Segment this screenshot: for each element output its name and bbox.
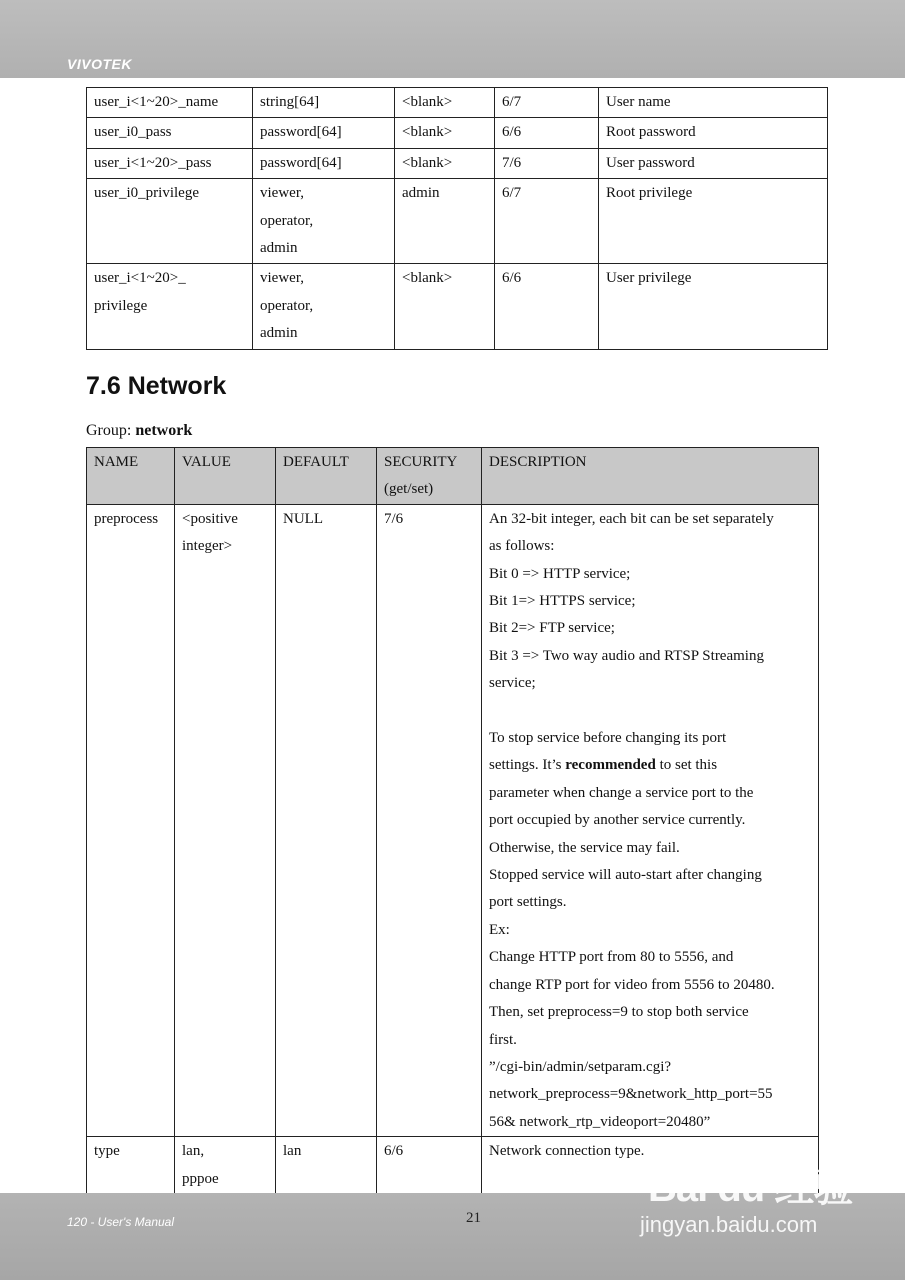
table-row bbox=[87, 504, 819, 1136]
section-title: 7.6 Network bbox=[86, 372, 227, 400]
param-value: password[64] bbox=[253, 148, 395, 178]
param-default: admin bbox=[395, 179, 495, 264]
param-name: user_i<1~20>_name bbox=[87, 88, 253, 118]
col-header-security: SECURITY (get/set) bbox=[377, 448, 482, 505]
page-number: 21 bbox=[466, 1210, 481, 1226]
param-value: password[64] bbox=[253, 118, 395, 148]
param-description: An 32-bit integer, each bit can be set separately as follows: Bit 0 => HTTP service; Bit 1=> HTTPS service; Bit 2=> FTP service; Bit 3 => Two way audio and RTSP Streaming service; To stop service before changing its port settings. It’s recommended to set this parameter when change a service port to the port occupied by another service currently. Otherwise, the service may fail. Stopped service will auto-start after changing port settings. Ex: Change HTTP port from 80 to 5556, and change RTP port for video from 5556 to 20480. Then, set preprocess=9 to stop both service first. ”/cgi-bin/admin/setparam.cgi? network_preprocess=9&network_http_port=55 56& network_rtp_videoport=20480” bbox=[482, 504, 819, 1136]
param-security: 6/6 bbox=[377, 1137, 482, 1194]
param-name: user_i0_pass bbox=[87, 118, 253, 148]
col-header-value: VALUE bbox=[175, 448, 276, 505]
param-value: lan, pppoe bbox=[175, 1137, 276, 1194]
table-row bbox=[87, 179, 828, 264]
param-name: user_i0_privilege bbox=[87, 179, 253, 264]
param-name: user_i<1~20>_ privilege bbox=[87, 264, 253, 349]
param-value: viewer, operator, admin bbox=[253, 179, 395, 264]
col-header-description: DESCRIPTION bbox=[482, 448, 819, 505]
param-name: type bbox=[87, 1137, 175, 1194]
param-security: 6/6 bbox=[495, 118, 599, 148]
param-default: <blank> bbox=[395, 118, 495, 148]
param-description: User name bbox=[599, 88, 828, 118]
table-row bbox=[87, 118, 828, 148]
param-value: <positive integer> bbox=[175, 504, 276, 1136]
param-security: 6/6 bbox=[495, 264, 599, 349]
watermark bbox=[640, 1148, 855, 1248]
param-security: 6/7 bbox=[495, 179, 599, 264]
param-name: user_i<1~20>_pass bbox=[87, 148, 253, 178]
param-default: lan bbox=[276, 1137, 377, 1194]
header-bar bbox=[0, 0, 905, 78]
table-row bbox=[87, 148, 828, 178]
param-security: 7/6 bbox=[495, 148, 599, 178]
watermark-url: jingyan.baidu.com bbox=[640, 1212, 818, 1237]
param-description: Network connection type. bbox=[482, 1137, 819, 1194]
param-value: viewer, operator, admin bbox=[253, 264, 395, 349]
group-line bbox=[86, 422, 192, 440]
col-header-default: DEFAULT bbox=[276, 448, 377, 505]
param-default: <blank> bbox=[395, 148, 495, 178]
param-default: NULL bbox=[276, 504, 377, 1136]
param-description: User privilege bbox=[599, 264, 828, 349]
footer-manual-label: 120 - User's Manual bbox=[67, 1215, 175, 1229]
network-parameter-table bbox=[86, 447, 819, 1194]
watermark-logo-text: Bai du 经验 bbox=[648, 1166, 853, 1210]
param-name: preprocess bbox=[87, 504, 175, 1136]
brand-logo-text: VIVOTEK bbox=[67, 56, 132, 72]
param-default: <blank> bbox=[395, 264, 495, 349]
param-description: Root privilege bbox=[599, 179, 828, 264]
col-header-name: NAME bbox=[87, 448, 175, 505]
param-security: 6/7 bbox=[495, 88, 599, 118]
table-row bbox=[87, 264, 828, 349]
group-name: network bbox=[135, 422, 193, 439]
param-security: 7/6 bbox=[377, 504, 482, 1136]
param-value: string[64] bbox=[253, 88, 395, 118]
user-parameter-table bbox=[86, 87, 828, 350]
table-row bbox=[87, 88, 828, 118]
group-label: Group: bbox=[86, 422, 136, 439]
param-default: <blank> bbox=[395, 88, 495, 118]
param-description: User password bbox=[599, 148, 828, 178]
table-header-row bbox=[87, 448, 819, 505]
param-description: Root password bbox=[599, 118, 828, 148]
